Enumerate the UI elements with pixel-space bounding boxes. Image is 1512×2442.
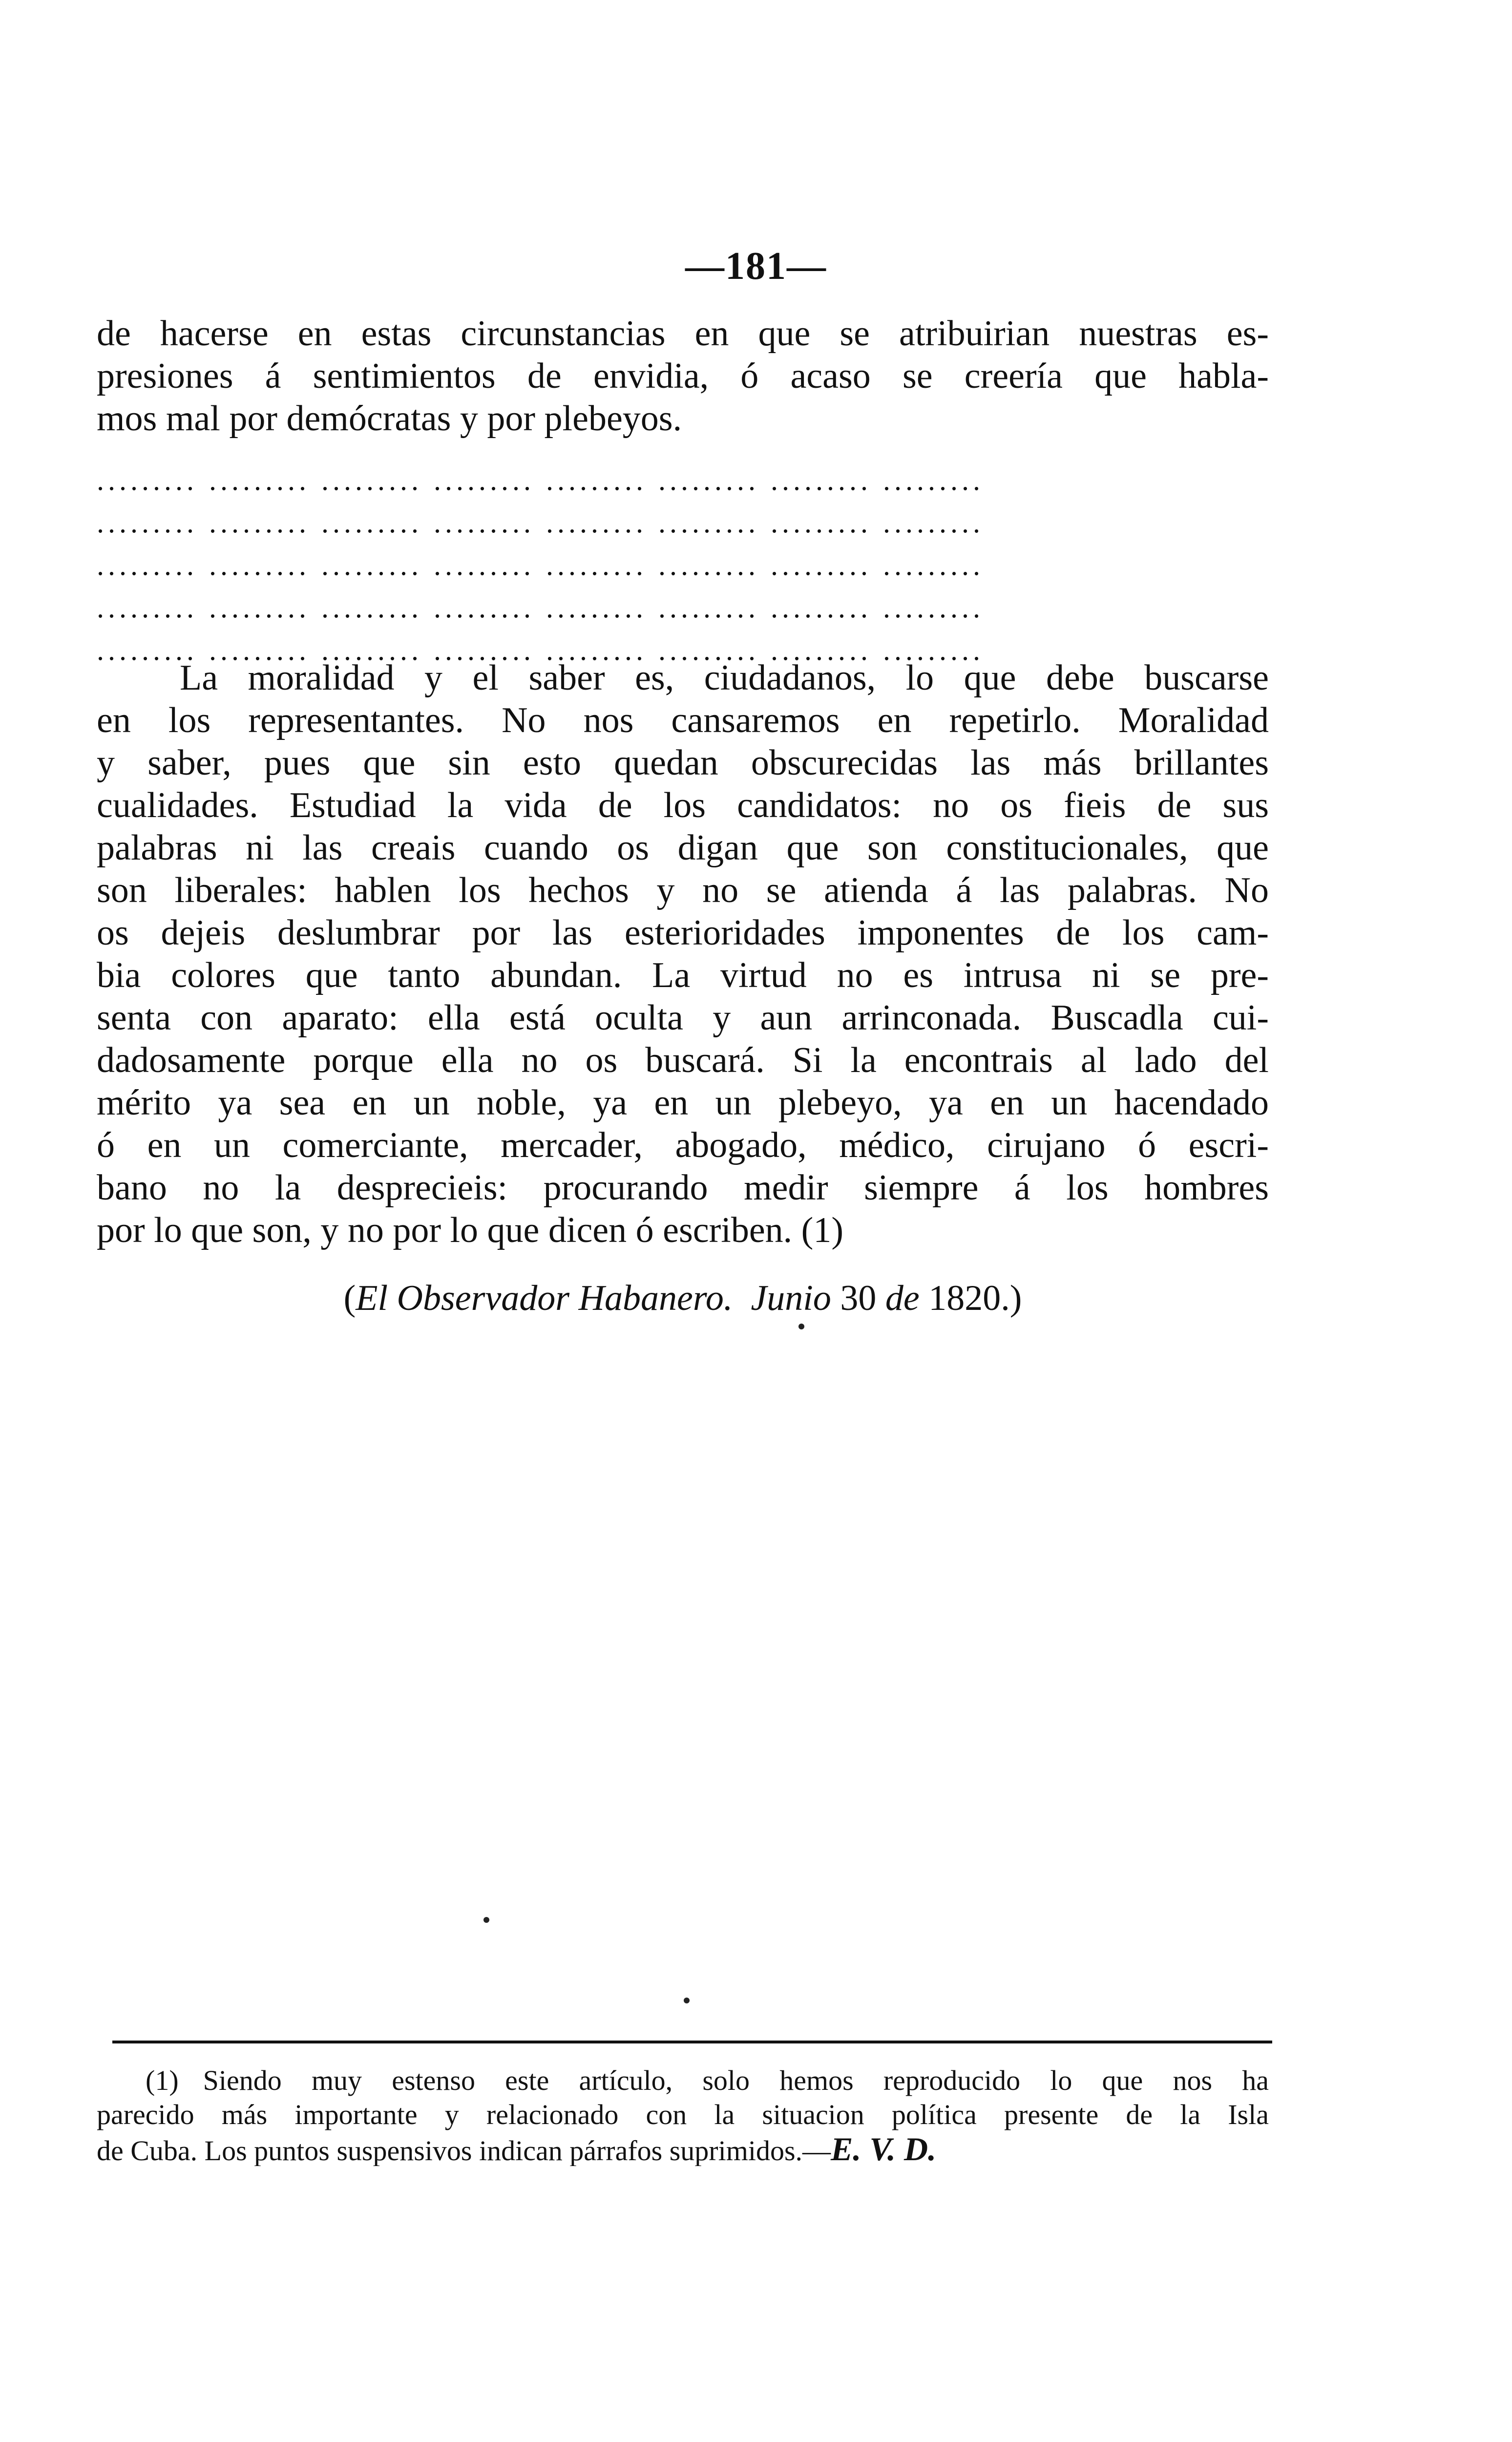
paragraph-1-line: de hacerse en estas circunstancias en que se atribuirian nuestras es- (97, 314, 1269, 354)
ellipsis-text: ......... ......... ......... ......... ......... ......... ......... ......... (97, 591, 984, 624)
ellipsis-row (97, 587, 1269, 629)
paragraph-2-line: senta con aparato: ella está oculta y aun arrinconada. Buscadla cui- (97, 998, 1269, 1038)
paragraph-1 (97, 313, 1269, 440)
paragraph-2-line: os dejeis deslumbrar por las esterioridades imponentes de los cam- (97, 913, 1269, 953)
paragraph-2-line: palabras ni las creais cuando os digan que son constitucionales, que (97, 828, 1269, 868)
ellipsis-text: ......... ......... ......... ......... ......... ......... ......... ......... (97, 549, 984, 581)
citation-open: ( (343, 1278, 356, 1318)
paragraph-2-line: mérito ya sea en un noble, ya en un plebeyo, ya en un hacendado (97, 1083, 1269, 1123)
footnote-line (97, 2132, 1269, 2166)
ellipsis-row (97, 459, 1269, 502)
editor-initials: E. V. D. (831, 2132, 937, 2166)
ellipsis-text: ......... ......... ......... ......... ......... ......... ......... ......... (97, 634, 984, 666)
paragraph-2-line: dadosamente porque ella no os buscará. Si la encontrais al lado del (97, 1040, 1269, 1080)
source-citation (97, 1277, 1269, 1320)
paragraph-2-line: y saber, pues que sin esto quedan obscurecidas las más brillantes (97, 743, 1269, 783)
paragraph-2-line: ó en un comerciante, mercader, abogado, médico, cirujano ó escri- (97, 1125, 1269, 1165)
footnote-text: Siendo muy estenso este artículo, solo hemos reproducido lo que nos ha (203, 2064, 1269, 2096)
footnote-rule (112, 2041, 1272, 2043)
paragraph-2-line: cualidades. Estudiad la vida de los candidatos: no os fieis de sus (97, 785, 1269, 825)
paragraph-1-line: mos mal por demócratas y por plebeyos. (97, 399, 682, 439)
footnote-text: de Cuba. Los puntos suspensivos indican párrafos suprimidos.— (97, 2135, 831, 2166)
ink-speck (483, 1917, 489, 1923)
ink-speck (798, 1324, 804, 1329)
citation-month: Junio (751, 1278, 831, 1318)
paragraph-2-line: bia colores que tanto abundan. La virtud no es intrusa ni se pre- (97, 955, 1269, 995)
citation-source: El Observador Habanero. (356, 1278, 733, 1318)
paragraph-2-line: en los representantes. No nos cansaremos en repetirlo. Moralidad (97, 700, 1269, 740)
ellipsis-row (97, 502, 1269, 544)
footnote-line: parecido más importante y relacionado con la situacion política presente de la Isla (97, 2099, 1269, 2130)
citation-year: 1820.) (919, 1278, 1022, 1318)
paragraph-2-line: por lo que son, y no por lo que dicen ó escriben. (1) (97, 1210, 843, 1250)
ink-speck (684, 1998, 690, 2003)
paragraph-2-line: son liberales: hablen los hechos y no se atienda á las palabras. No (97, 870, 1269, 910)
ellipsis-block (97, 459, 1269, 672)
footnote-marker: (1) (146, 2064, 179, 2096)
paragraph-1-line: presiones á sentimientos de envidia, ó acaso se creería que habla- (97, 356, 1269, 396)
footnote (97, 2063, 1269, 2166)
paragraph-2 (97, 657, 1269, 1252)
ellipsis-text: ......... ......... ......... ......... ......... ......... ......... ......... (97, 506, 984, 539)
ellipsis-row (97, 544, 1269, 587)
paragraph-2-line: La moralidad y el saber es, ciudadanos, lo que debe buscarse (180, 658, 1269, 698)
footnote-line (97, 2063, 1269, 2098)
page-number: —181— (685, 245, 827, 288)
citation-day: 30 (831, 1278, 885, 1318)
citation-de: de (885, 1278, 920, 1318)
ellipsis-text: ......... ......... ......... ......... ......... ......... ......... ......... (97, 464, 984, 496)
paragraph-2-line: bano no la desprecieis: procurando medir siempre á los hombres (97, 1168, 1269, 1208)
